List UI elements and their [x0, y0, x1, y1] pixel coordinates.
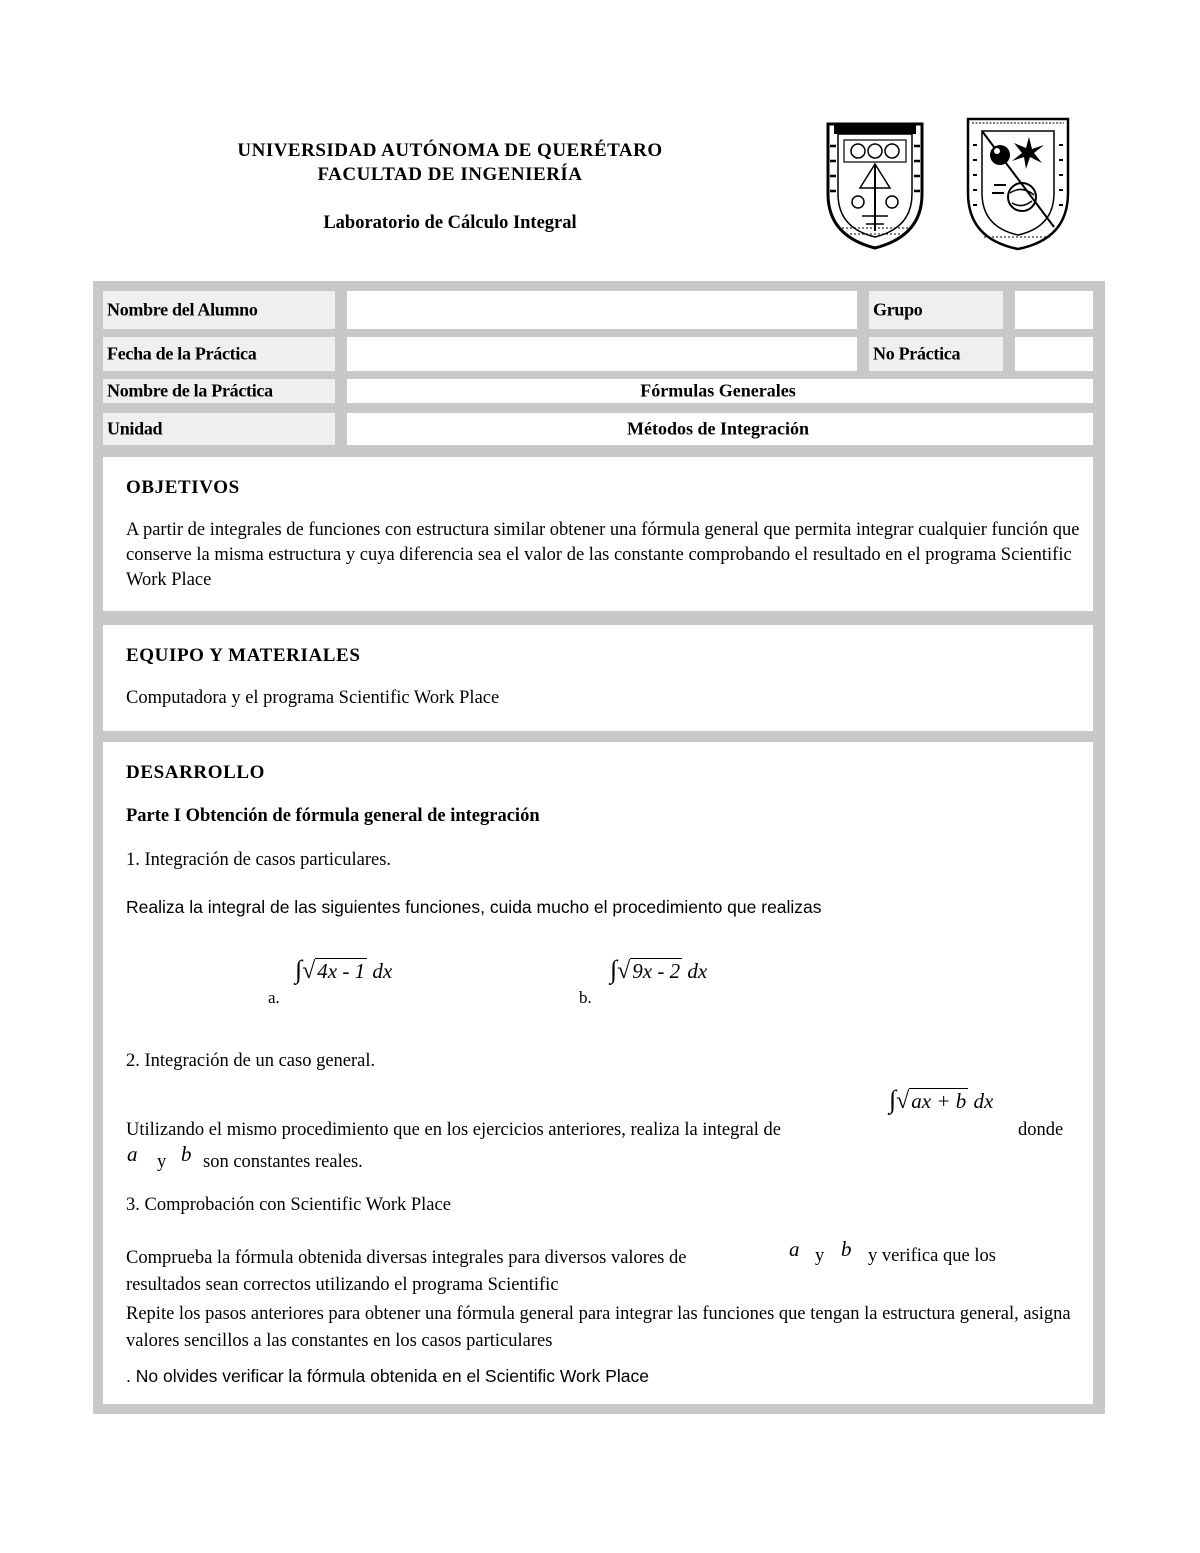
conjunction-y-2: y: [815, 1246, 825, 1266]
integral-sign-icon: ∫: [295, 955, 303, 984]
practice-name-label-cell: [103, 379, 335, 403]
unit-label: Unidad: [107, 418, 163, 439]
practice-number-field[interactable]: [1015, 337, 1093, 371]
unit-value: Métodos de Integración: [627, 418, 809, 439]
university-seal-logo: [964, 115, 1072, 253]
objectives-section: [103, 457, 1093, 611]
student-name-field[interactable]: [347, 291, 857, 329]
integral-sign-icon: ∫: [610, 955, 618, 984]
objectives-text: A partir de integrales de funciones con estructura similar obtener una fórmula general que permita integrar cualquier función que conserve la misma estructura y cuya diferencia sea el valor de las constante comprobando el resultado en el programa Scientific Work Place: [126, 520, 1080, 590]
radical-sign-icon: √: [302, 958, 316, 984]
objectives-title: OBJETIVOS: [126, 477, 240, 498]
practice-name-value-cell: [347, 379, 1093, 403]
unit-value-cell: [347, 413, 1093, 445]
practice-date-label: Fecha de la Práctica: [107, 343, 257, 364]
integral-b-dx: dx: [687, 959, 708, 983]
variable-b-2: b: [841, 1237, 852, 1261]
integral-a: [295, 955, 392, 985]
development-title: DESARROLLO: [126, 762, 266, 783]
practice-name-value: Fórmulas Generales: [640, 380, 796, 401]
practice-form: [93, 281, 1105, 1414]
university-title: UNIVERSIDAD AUTÓNOMA DE QUERÉTARO: [237, 140, 663, 161]
repeat-instructions: Repite los pasos anteriores para obtener una fórmula general para integrar las funciones que tengan la estructura general, asigna valores sencillos a las constantes en los casos particulares: [126, 1304, 1071, 1351]
practice-number-label-cell: [869, 337, 1003, 371]
general-integral: [889, 1085, 993, 1115]
step-two-instructions: Utilizando el mismo procedimiento que en los ejercicios anteriores, realiza la integral de: [126, 1120, 781, 1140]
equipment-text: Computadora y el programa Scientific Work Place: [126, 688, 500, 708]
faculty-title: FACULTAD DE INGENIERÍA: [317, 164, 583, 185]
general-integral-dx: dx: [973, 1089, 994, 1113]
step-two-title: 2. Integración de un caso general.: [126, 1051, 376, 1071]
unit-label-cell: [103, 413, 335, 445]
final-note: . No olvides verificar la fórmula obtenida en el Scientific Work Place: [126, 1366, 649, 1386]
conjunction-y: y: [157, 1152, 167, 1172]
item-b-label: b.: [579, 988, 592, 1007]
general-expression: ax + b: [911, 1089, 967, 1113]
radical-sign-icon: √: [896, 1088, 910, 1114]
variable-a-2: a: [789, 1237, 800, 1261]
practice-date-label-cell: [103, 337, 335, 371]
development-section: [103, 742, 1093, 1404]
item-a-label: a.: [268, 988, 280, 1007]
step-three-verify: y verifica que los: [868, 1246, 996, 1266]
practice-name-label: Nombre de la Práctica: [107, 380, 273, 401]
integral-b-expression: 9x - 2: [632, 959, 681, 983]
integral-a-expression: 4x - 1: [317, 959, 366, 983]
step-two-donde: donde: [1018, 1120, 1064, 1140]
integral-a-dx: dx: [372, 959, 393, 983]
lab-title: Laboratorio de Cálculo Integral: [323, 213, 577, 233]
part-one-title: Parte I Obtención de fórmula general de integración: [126, 806, 540, 826]
step-three-line2: resultados sean correctos utilizando el programa Scientific: [126, 1275, 559, 1295]
step-one-title: 1. Integración de casos particulares.: [126, 850, 392, 870]
step-three-instructions: Comprueba la fórmula obtenida diversas integrales para diversos valores de: [126, 1248, 687, 1268]
group-label: Grupo: [873, 299, 923, 320]
variable-a: a: [127, 1142, 138, 1166]
student-name-label: Nombre del Alumno: [107, 299, 258, 320]
integral-sign-icon: ∫: [889, 1085, 897, 1114]
faculty-seal-logo: [822, 116, 928, 252]
integral-b: [610, 955, 707, 985]
step-one-instructions: Realiza la integral de las siguientes funciones, cuida mucho el procedimiento que realizas: [126, 897, 822, 917]
student-name-label-cell: [103, 291, 335, 329]
variable-b: b: [181, 1142, 192, 1166]
step-three-title: 3. Comprobación con Scientific Work Place: [126, 1195, 451, 1215]
equipment-section: [103, 625, 1093, 731]
radical-sign-icon: √: [617, 958, 631, 984]
equipment-title: EQUIPO Y MATERIALES: [126, 645, 361, 666]
group-label-cell: [869, 291, 1003, 329]
group-field[interactable]: [1015, 291, 1093, 329]
step-two-end: son constantes reales.: [203, 1152, 363, 1172]
practice-number-label: No Práctica: [873, 343, 961, 364]
practice-date-field[interactable]: [347, 337, 857, 371]
